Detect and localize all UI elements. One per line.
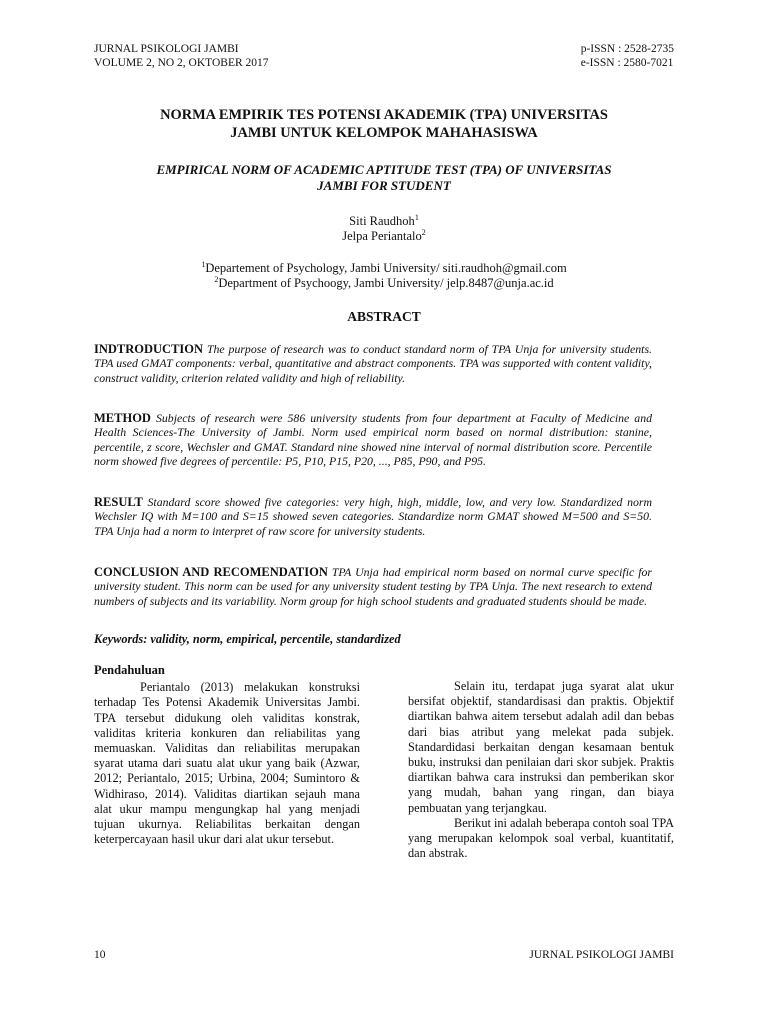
conclusion-text: TPA Unja had empirical norm based on normal curve specific for university student. This norm can be used for any university student testing by TPA Unja. The next research to extend numbers of subjects and its variability. Norm group for high school students and graduated students should be made.	[94, 565, 652, 608]
author-2	[90, 229, 678, 244]
author-name: Siti Raudhoh	[349, 214, 415, 228]
introduction-text: The purpose of research was to conduct standard norm of TPA Unja for university students. TPA used GMAT components: verbal, quantitative and abstract components. TPA was supported with content validity, construct validity, criterion related validity and high of reliability.	[94, 342, 652, 385]
section-heading: Pendahuluan	[94, 663, 165, 677]
body-paragraph: Selain itu, terdapat juga syarat alat ukur bersifat objektif, standardisasi dan praktis. Objektif diartikan bahwa aitem tersebut adalah adil dan bebas dari bias atribut yang melekat pada subjek. Standardidasi berkaitan dengan kesamaan bentuk buku, instruksi dan penilaian dari skor subjek. Praktis diartikan bahwa cara instruksi dan pemberikan skor yang mudah, bahan yang ringan, dan biaya pembuatan yang terjangkau.	[408, 679, 674, 815]
paper-title-english-line-1: EMPIRICAL NORM OF ACADEMIC APTITUDE TEST (TPA) OF UNIVERSITAS	[156, 162, 612, 177]
author-list	[90, 214, 678, 244]
affiliation-1	[90, 261, 678, 276]
journal-name: JURNAL PSIKOLOGI JAMBI	[94, 43, 239, 55]
body-column-left	[94, 663, 360, 847]
running-header-left	[94, 42, 269, 70]
abstract-heading: ABSTRACT	[347, 309, 421, 324]
conclusion-label: CONCLUSION AND RECOMENDATION	[94, 565, 328, 579]
result-label: RESULT	[94, 495, 143, 509]
running-header-right	[581, 42, 674, 70]
paper-title-line-1: NORMA EMPIRIK TES POTENSI AKADEMIK (TPA) UNIVERSITAS	[160, 107, 608, 123]
abstract-conclusion	[94, 565, 652, 608]
affiliation-text: Departement of Psychology, Jambi University/ siti.raudhoh@gmail.com	[205, 261, 567, 275]
paper-title-english-line-2: JAMBI FOR STUDENT	[317, 178, 451, 193]
journal-volume: VOLUME 2, NO 2, OKTOBER 2017	[94, 57, 269, 69]
author-name: Jelpa Periantalo	[342, 229, 422, 243]
paper-title-line-2: JAMBI UNTUK KELOMPOK MAHAHASISWA	[230, 125, 538, 141]
body-paragraph: Periantalo (2013) melakukan konstruksi terhadap Tes Potensi Akademik Universitas Jambi. TPA tersebut didukung oleh validitas konstrak, validitas kriteria konkuren dan reliabilitas yang memuaskan. Validitas dan reliabilitas merupakan syarat utama dari suatu alat ukur yang baik (Azwar, 2012; Periantalo, 2015; Urbina, 2004; Sumintoro & Widhiraso, 2014). Validitas diartikan sejauh mana alat ukur mampu mengungkap hal yang menjadi tujuan ukurnya. Reliabilitas berkaitan dengan keterpercayaan hasil ukur dari alat ukur tersebut.	[94, 680, 360, 847]
paper-title-english	[90, 162, 678, 194]
author-1	[90, 214, 678, 229]
affiliation-mark: 1	[201, 259, 206, 269]
body-paragraph: Berikut ini adalah beberapa contoh soal TPA yang merupakan kelompok soal verbal, kuantitatif, dan abstrak.	[408, 815, 674, 861]
author-mark: 2	[421, 227, 426, 237]
method-label: METHOD	[94, 411, 151, 425]
affiliation-mark: 2	[214, 274, 219, 284]
affiliation-2	[90, 276, 678, 291]
page-number: 10	[94, 949, 106, 961]
affiliation-text: Department of Psychoogy, Jambi University/ jelp.8487@unja.ac.id	[218, 276, 554, 290]
method-text: Subjects of research were 586 university students from four department at Faculty of Medicine and Health Sciences-The University of Jambi. Norm used empirical norm based on normal distribution: stanine, percentile, z score, Wechsler and GMAT. Standard nine showed nine interval of normal distribution score. Percentile norm showed five degrees of percentile: P5, P10, P15, P20, ..., P85, P90, and P95.	[94, 411, 653, 469]
affiliation-list	[90, 261, 678, 291]
introduction-label: INDTRODUCTION	[94, 342, 204, 356]
paper-title	[90, 106, 678, 142]
result-text: Standard score showed five categories: very high, high, middle, low, and very low. Standardized norm Wechsler IQ with M=100 and S=15 showed seven categories. Standardize norm GMAT showed M=500 and S=50. TPA Unja had a norm to interpret of raw score for university students.	[94, 495, 652, 538]
abstract-result	[94, 495, 652, 538]
author-mark: 1	[414, 212, 419, 222]
body-column-right	[408, 679, 674, 861]
abstract-introduction	[94, 342, 652, 385]
abstract-method	[94, 411, 652, 469]
p-issn: p-ISSN : 2528-2735	[580, 43, 674, 55]
e-issn: e-ISSN : 2580-7021	[580, 57, 674, 69]
keywords-line: Keywords: validity, norm, empirical, percentile, standardized	[94, 632, 401, 646]
running-footer-journal: JURNAL PSIKOLOGI JAMBI	[529, 949, 674, 961]
